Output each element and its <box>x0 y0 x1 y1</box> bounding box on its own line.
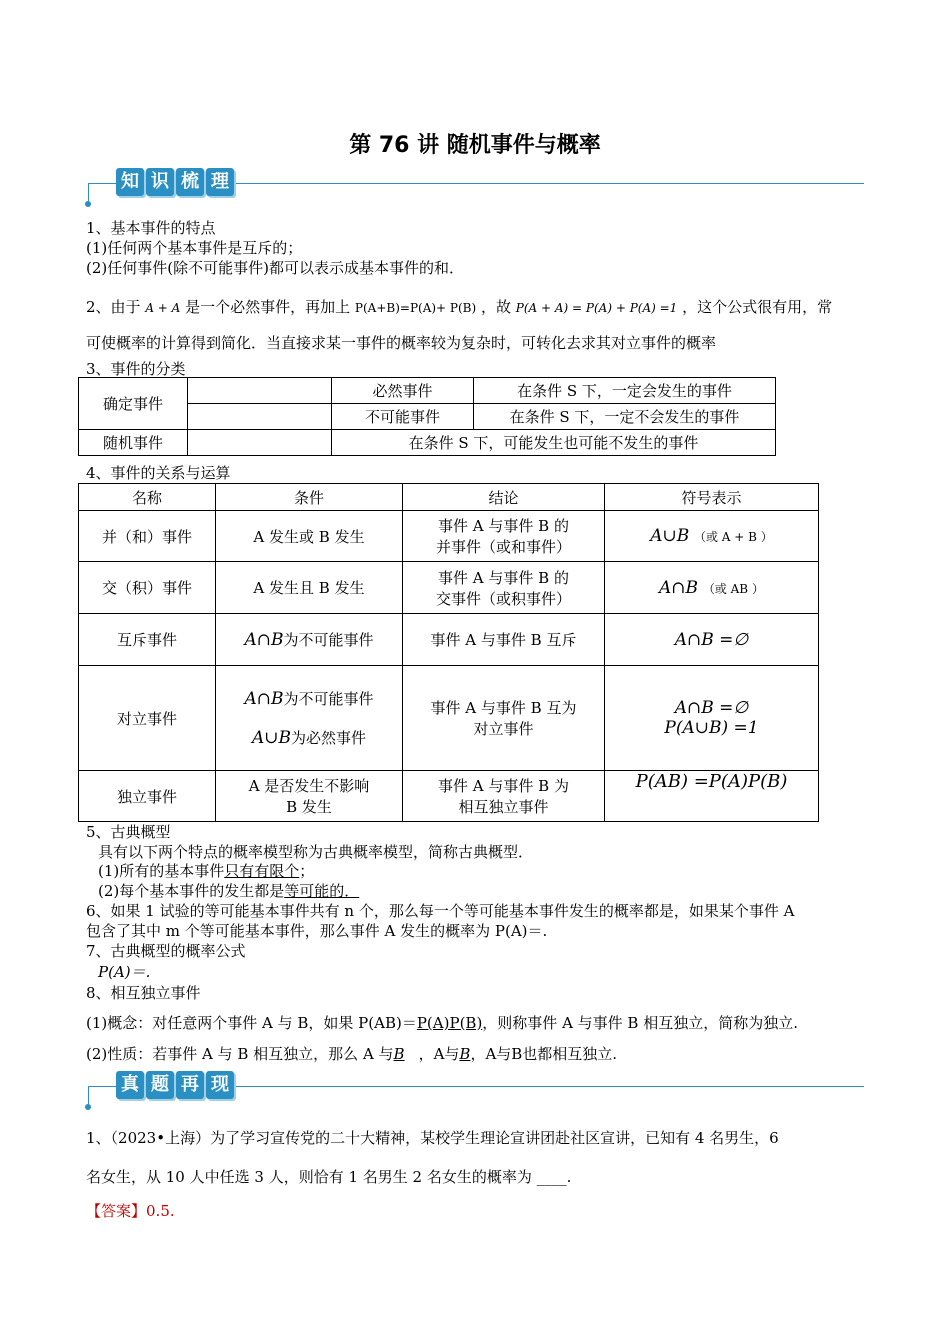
cell-empty <box>188 404 332 430</box>
section-7-formula: P(A)＝. <box>98 963 151 981</box>
condition-text: 为不可能事件 <box>283 690 374 708</box>
symbol-math: A∪B <box>650 526 690 546</box>
result-line: 事件 A 与事件 B 的 <box>438 568 569 587</box>
answer <box>86 1200 175 1221</box>
section-5-line-2 <box>98 860 314 881</box>
row-symbol <box>605 511 819 562</box>
text: (1)所有的基本事件 <box>98 862 225 880</box>
text: ，这个公式很有用，常 <box>682 298 833 316</box>
condition-text: 为不可能事件 <box>283 631 374 649</box>
fill-blank: B <box>459 1045 471 1063</box>
header-symbol: 符号表示 <box>605 484 819 511</box>
header-name: 名称 <box>79 484 216 511</box>
formula-complement: P(A + A) = P(A) + P(A) =1 <box>515 301 678 315</box>
symbol-math: A∩B =∅ <box>674 629 749 650</box>
section-6-line-1: 6、如果 1 试验的等可能基本事件共有 n 个，那么每一个等可能基本事件发生的概率都是，如果某个事件 A <box>86 902 795 920</box>
cell-impossible: 不可能事件 <box>332 404 474 430</box>
cell-deterministic: 确定事件 <box>79 378 188 430</box>
table-row <box>79 771 819 822</box>
text: (1)概念：对任意两个事件 A 与 B，如果 P(AB)＝ <box>86 1014 417 1032</box>
formula-addition: P(A+B)=P(A)+ P(B) <box>354 301 477 315</box>
banner-char: 识 <box>146 168 174 196</box>
fill-blank: B <box>393 1045 405 1063</box>
header-condition: 条件 <box>216 484 403 511</box>
banner-char: 知 <box>116 168 144 196</box>
banner-char: 现 <box>206 1071 234 1099</box>
row-symbol <box>605 562 819 614</box>
symbol-alt: （或 A + B ） <box>693 530 773 544</box>
condition-text: 为必然事件 <box>291 729 367 747</box>
row-result <box>403 666 605 771</box>
answer-label: 【答案】 <box>86 1202 147 1220</box>
table-row <box>79 666 819 771</box>
condition-math: A∩B <box>244 630 284 650</box>
fill-blank: 等可能的． <box>284 882 360 900</box>
result-line: 事件 A 与事件 B 为 <box>438 777 569 795</box>
section-7-heading: 7、古典概型的概率公式 <box>86 942 246 960</box>
banner-char: 梳 <box>176 168 204 196</box>
condition-math: A∩B <box>244 689 284 709</box>
condition-line: B 发生 <box>286 798 332 816</box>
text: ，则称事件 A 与事件 B 相互独立，简称为独立. <box>482 1014 798 1032</box>
condition-line: A 是否发生不影响 <box>248 777 370 795</box>
text: (2)每个基本事件的发生都是 <box>98 882 285 900</box>
formula-a-plus-abar: A + A <box>145 301 181 315</box>
section-3-heading: 3、事件的分类 <box>86 360 186 378</box>
row-result <box>403 511 605 562</box>
row-condition: A 发生且 B 发生 <box>216 562 403 614</box>
section-2-line-1 <box>86 296 832 317</box>
result-line: 事件 A 与事件 B 的 <box>438 517 569 535</box>
row-condition <box>216 771 403 822</box>
condition-math: A∪B <box>251 728 291 748</box>
table-row <box>79 614 819 666</box>
symbol-math: A∩B <box>659 577 699 598</box>
section-banner-exam <box>88 1068 864 1108</box>
row-name: 独立事件 <box>79 771 216 822</box>
cell-random: 随机事件 <box>79 430 188 456</box>
event-relation-table <box>78 483 819 822</box>
fill-blank: 只有有限个 <box>224 862 300 880</box>
banner-char: 理 <box>206 168 234 196</box>
text: 是一个必然事件，再加上 <box>185 298 351 316</box>
row-name: 对立事件 <box>79 666 216 771</box>
cell-certain-desc: 在条件 S 下，一定会发生的事件 <box>474 378 776 404</box>
row-condition: A 发生或 B 发生 <box>216 511 403 562</box>
question-1-line-1: 1、（2023•上海）为了学习宣传党的二十大精神，某校学生理论宣讲团赴社区宣讲，已知有 4 名男生，6 <box>86 1129 779 1147</box>
section-2-line-2: 可使概率的计算得到简化．当直接求某一事件的概率较为复杂时，可转化去求其对立事件的概率 <box>86 334 717 352</box>
fill-blank: P(A)P(B) <box>416 1014 483 1032</box>
result-line: 相互独立事件 <box>458 798 549 816</box>
symbol-math: P(A∪B) =1 <box>664 718 759 738</box>
table-row <box>79 562 819 614</box>
row-result <box>403 562 605 614</box>
section-5-heading: 5、古典概型 <box>86 823 171 841</box>
cell-empty <box>188 430 332 456</box>
cell-empty <box>188 378 332 404</box>
row-name: 互斥事件 <box>79 614 216 666</box>
row-condition <box>216 666 403 771</box>
section-8-line-2 <box>86 1043 617 1064</box>
row-name: 并（和）事件 <box>79 511 216 562</box>
section-banner-knowledge <box>88 165 864 205</box>
cell-certain: 必然事件 <box>332 378 474 404</box>
table-row <box>79 511 819 562</box>
banner-char: 再 <box>176 1071 204 1099</box>
text: 2、由于 <box>86 298 141 316</box>
text: ，A与B也都相互独立. <box>470 1045 618 1063</box>
text: ； <box>299 862 315 880</box>
text: (2)性质：若事件 A 与 B 相互独立，那么 A 与 <box>86 1045 394 1063</box>
row-symbol <box>605 666 819 771</box>
row-condition <box>216 614 403 666</box>
section-1-line-2: (2)任何事件(除不可能事件)都可以表示成基本事件的和． <box>86 259 464 277</box>
section-8-line-1 <box>86 1012 798 1033</box>
section-4-heading: 4、事件的关系与运算 <box>86 464 231 482</box>
section-5-line-3 <box>98 880 359 901</box>
text: ，故 <box>480 298 511 316</box>
section-8-heading: 8、相互独立事件 <box>86 984 201 1002</box>
result-line: 对立事件 <box>473 720 534 738</box>
result-line: 并事件（或和事件） <box>435 538 571 556</box>
cell-random-desc: 在条件 S 下，可能发生也可能不发生的事件 <box>332 430 776 456</box>
row-result: 事件 A 与事件 B 互斥 <box>403 614 605 666</box>
banner-char: 真 <box>116 1071 144 1099</box>
header-result: 结论 <box>403 484 605 511</box>
symbol-alt: （或 AB ） <box>702 581 764 596</box>
answer-value: 0.5. <box>146 1202 175 1220</box>
banner-char: 题 <box>146 1071 174 1099</box>
result-line: 事件 A 与事件 B 互为 <box>430 699 577 717</box>
question-1-line-2: 名女生，从 10 人中任选 3 人，则恰有 1 名男生 2 名女生的概率为 ____. <box>86 1168 572 1186</box>
symbol-math: A∩B =∅ <box>674 698 749 718</box>
row-name: 交（积）事件 <box>79 562 216 614</box>
event-classification-table <box>78 377 776 456</box>
page-title: 第 76 讲 随机事件与概率 <box>349 133 601 158</box>
section-5-line-1: 具有以下两个特点的概率模型称为古典概率模型，简称古典概型． <box>98 843 534 861</box>
section-1-line-1: (1)任何两个基本事件是互斥的； <box>86 239 303 257</box>
row-result <box>403 771 605 822</box>
row-symbol <box>605 614 819 666</box>
cell-impossible-desc: 在条件 S 下，一定不会发生的事件 <box>474 404 776 430</box>
section-6-line-2: 包含了其中 m 个等可能基本事件，那么事件 A 发生的概率为 P(A)＝. <box>86 922 548 940</box>
text: ，A与 <box>418 1045 460 1063</box>
result-line: 交事件（或积事件） <box>435 589 571 608</box>
row-symbol <box>605 771 819 822</box>
symbol-math: P(AB) =P(A)P(B) <box>635 771 788 792</box>
section-1-heading: 1、基本事件的特点 <box>86 219 216 237</box>
